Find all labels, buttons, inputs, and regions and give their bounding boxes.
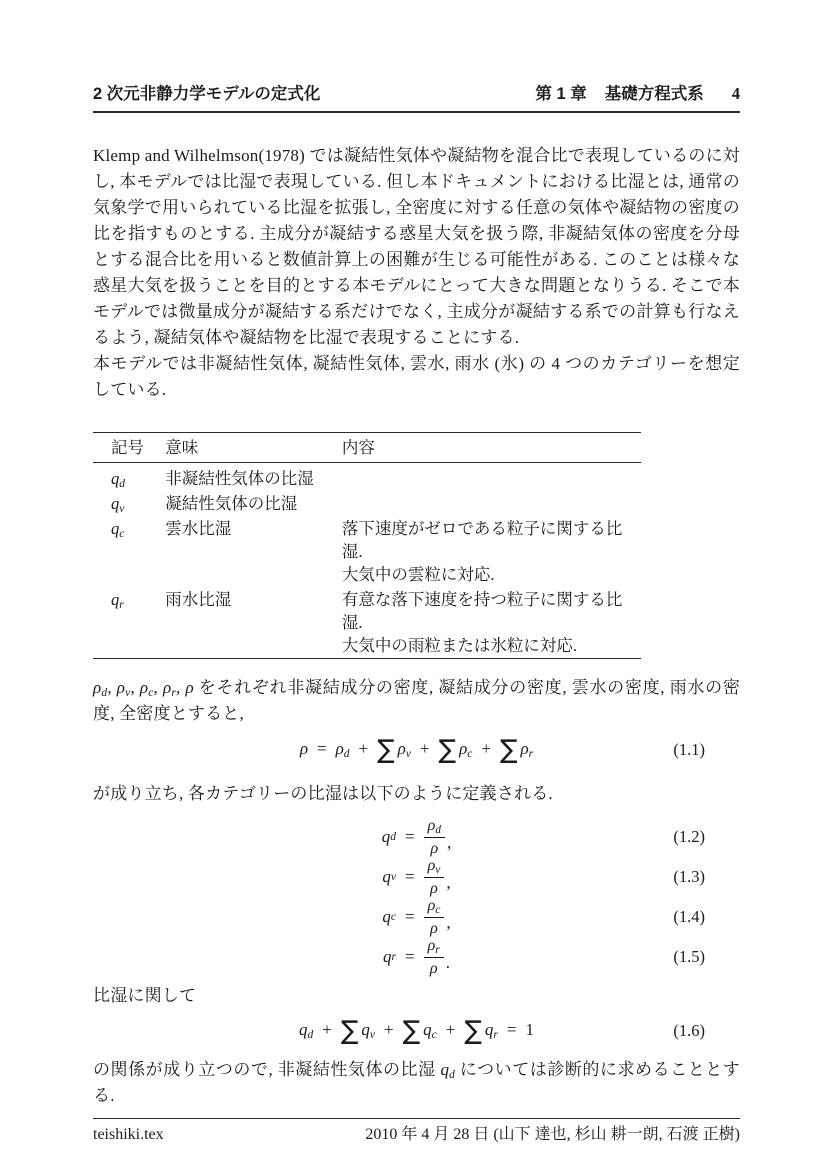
equation-1-5: q r = $\frac{\rho_r}{\rho}$ . (1.5) <box>383 937 705 977</box>
header-chapter-info <box>535 84 740 104</box>
meaning-cell: 雨水比湿 <box>165 590 232 609</box>
description-cell: 落下速度がゼロである粒子に関する比湿. 大気中の雲粒に対応. <box>341 519 623 584</box>
header-section-title: 2 次元非静力学モデルの定式化 <box>93 85 321 103</box>
equation-number: (1.2) <box>673 827 705 846</box>
equation-1-2: q d = $\frac{\rho_d}{\rho}$ , (1.2) <box>381 817 705 857</box>
meaning-cell: 非凝結性気体の比湿 <box>165 469 314 488</box>
page-content <box>93 143 740 1109</box>
table-row <box>93 491 641 516</box>
header-page-number: 4 <box>731 84 740 103</box>
equation-1-3: q v = $\frac{\rho_v}{\rho}$ , (1.3) <box>382 857 705 897</box>
description-cell <box>340 463 641 492</box>
table-row <box>93 516 641 587</box>
summation-icon: ∑ <box>464 1016 482 1046</box>
equation-number: (1.1) <box>673 740 705 759</box>
symbol-cell: $q_r$ <box>111 590 124 611</box>
equation-1-4: q c = $\frac{\rho_c}{\rho}$ , (1.4) <box>382 897 705 937</box>
equation-1-6 <box>93 1011 740 1051</box>
paragraph-holds: が成り立ち, 各カテゴリーの比湿は以下のように定義される. <box>93 784 553 803</box>
equation-number: (1.5) <box>673 947 705 966</box>
equation-1-1 <box>93 729 740 771</box>
footer-date-authors: 2010 年 4 月 28 日 (山下 達也, 杉山 耕一朗, 石渡 正樹) <box>365 1126 740 1143</box>
paragraph-intro-text: では凝結性気体や凝結物を混合比で表現しているのに対し, 本モデルでは比湿で表現している. 但し本ドキュメントにおける比湿とは, 通常の気象学で用いられている比湿を拡張し, 全密度に対する任意の気体や凝結物の密度の比を指すものとする. 主成分が凝結する惑星大気を扱う際, 非凝結気体の密度を分母とする混合比を用いると数値計算上の困難が生じる可能性がある. このことは様々な惑星大気を扱うことを目的とする本モデルにとって大きな問題となりうる. そこで本モデルでは微量成分が凝結する系だけでなく, 主成分が凝結する系での計算も行なえるよう, 凝結気体や凝結物を比湿で表現することにする. <box>93 146 740 347</box>
symbol-cell: $q_v$ <box>111 494 125 515</box>
paragraph-diagnostic: の関係が成り立つので, 非凝結性気体の比湿 $q_d$ については診断的に求めることとする. <box>93 1060 741 1105</box>
description-cell <box>340 491 641 516</box>
footer-filename: teishiki.tex <box>93 1126 164 1143</box>
summation-icon: ∑ <box>377 735 395 765</box>
page-footer <box>93 1125 740 1145</box>
column-header-meaning: 意味 <box>165 438 199 457</box>
equation-number: (1.4) <box>673 907 705 926</box>
equation-number: (1.6) <box>673 1021 705 1040</box>
fraction: $\frac{\rho_d}{\rho}$ <box>424 816 445 857</box>
equation-1-1-body: $\rho = \rho_d$ + ∑ $\rho_v$ + ∑ $\rho_c$ + ∑ $\rho_r$ <box>299 735 534 765</box>
meaning-cell: 凝結性気体の比湿 <box>165 494 298 513</box>
symbol-cell: $q_c$ <box>111 519 125 540</box>
symbol-table-wrap <box>93 432 740 659</box>
footer-divider <box>93 1118 740 1119</box>
fraction: $\frac{\rho_v}{\rho}$ <box>424 856 445 897</box>
table-row <box>93 587 641 659</box>
citation-klemp-wilhelmson: Klemp and Wilhelmson(1978) <box>93 146 305 165</box>
header-chapter-title: 基礎方程式系 <box>604 85 704 103</box>
table-header-row <box>93 433 641 463</box>
table-row <box>93 463 641 492</box>
paragraph-intro <box>93 143 740 351</box>
paragraph-density-definitions: $\rho_d$, $\rho_v$, $\rho_c$, $\rho_r$, ρ をそれぞれ非凝結成分の密度, 凝結成分の密度, 雲水の密度, 雨水の密度, 全密度とすると, <box>93 678 741 723</box>
equation-number: (1.3) <box>673 867 705 886</box>
summation-icon: ∑ <box>402 1016 421 1046</box>
column-header-symbol: 記号 <box>111 438 144 457</box>
symbol-cell: $q_d$ <box>111 469 125 490</box>
description-cell: 有意な落下速度を持つ粒子に関する比湿. 大気中の雨粒または氷粒に対応. <box>341 590 623 655</box>
meaning-cell: 雲水比湿 <box>165 519 232 538</box>
equation-1-6-body: $q_d$ + ∑ $q_v$ + ∑ $q_c$ + ∑ $q_r = 1$ <box>299 1016 534 1046</box>
symbol-table <box>93 432 641 659</box>
summation-icon: ∑ <box>438 735 457 765</box>
paragraph-density-text: をそれぞれ非凝結成分の密度, 凝結成分の密度, 雲水の密度, 雨水の密度, 全密度とすると, <box>93 678 741 723</box>
header-chapter-label: 第 1 章 <box>535 85 587 103</box>
equation-group-definitions <box>93 817 740 977</box>
summation-icon: ∑ <box>340 1016 359 1046</box>
fraction: $\frac{\rho_c}{\rho}$ <box>424 896 445 937</box>
summation-icon: ∑ <box>499 735 518 765</box>
column-header-description: 内容 <box>341 438 375 457</box>
paragraph-regarding-humidity: 比湿に関して <box>93 986 197 1005</box>
fraction: $\frac{\rho_r}{\rho}$ <box>424 936 444 977</box>
paragraph-categories: 本モデルでは非凝結性気体, 凝結性気体, 雲水, 雨水 (氷) の 4 つのカテゴリーを想定している. <box>93 354 740 399</box>
page-header <box>93 0 740 113</box>
